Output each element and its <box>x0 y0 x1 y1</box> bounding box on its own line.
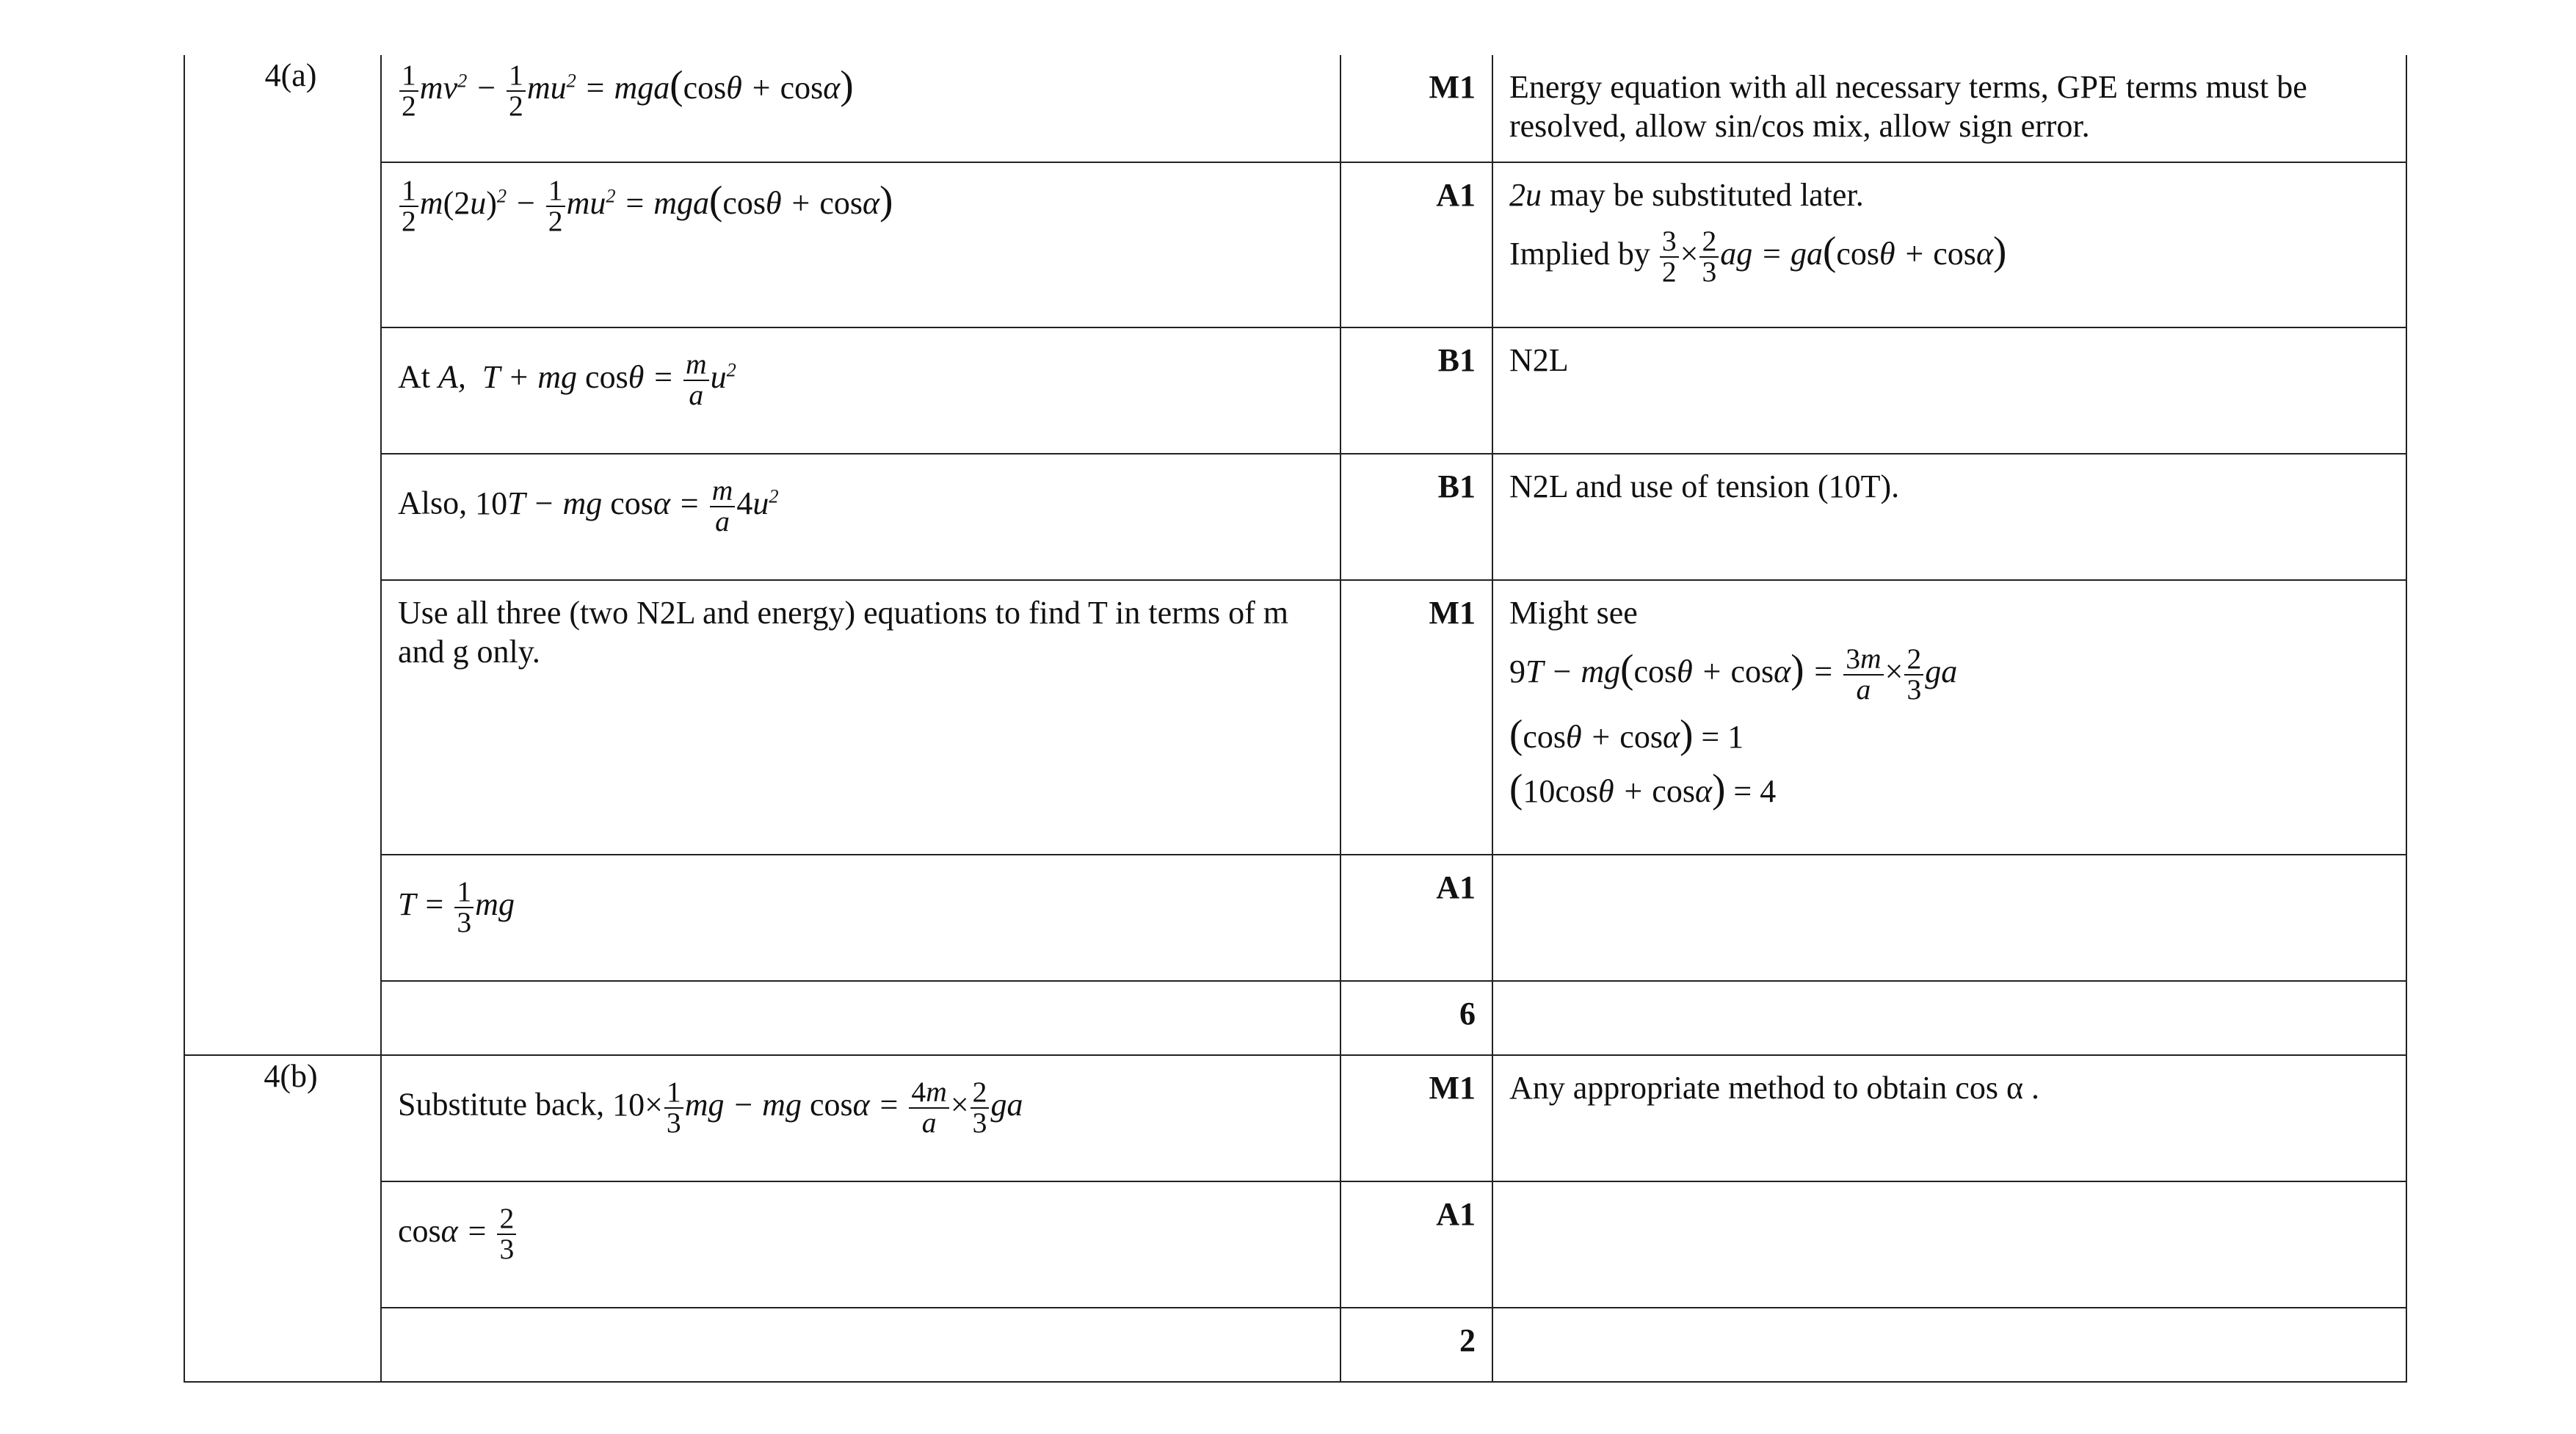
guidance-cell <box>1492 580 2406 855</box>
answer-text: Use all three (two N2L and energy) equations to find T in terms of m and g only. <box>381 580 1340 855</box>
substituted-energy-equation: $\frac{1}{2}$ $m(2u)^2$ − $\frac{1}{2}$ $mu^2 = mga(\cos\theta + \cos\alpha)$ <box>398 185 893 221</box>
answer-cell <box>381 981 1340 1055</box>
answer-cell <box>381 162 1340 327</box>
answer-cell <box>381 55 1340 162</box>
guidance-cell <box>1492 1181 2406 1308</box>
guidance-equation: (cosθ + cosα) = 1 <box>1509 711 1744 757</box>
guidance-text: N2L <box>1492 327 2406 454</box>
question-number-cell <box>184 55 381 1055</box>
table-row <box>184 1181 2406 1308</box>
question-number: 4(a) <box>264 57 317 93</box>
guidance-line: 2u may be substituted later. <box>1509 177 1864 213</box>
table-row <box>184 454 2406 580</box>
answer-cell: cosα = $\frac{2}{3}$ <box>381 1181 1340 1308</box>
table-row <box>184 327 2406 454</box>
guidance-cell <box>1492 162 2406 327</box>
guidance-text: N2L and use of tension (10T). <box>1492 454 2406 580</box>
mark-code: B1 <box>1340 454 1492 580</box>
table-row <box>184 580 2406 855</box>
mark-scheme-table <box>184 55 2407 1383</box>
energy-equation: $\frac{1}{2}$ $mv^2$ − $\frac{1}{2}$ $mu^2 = mga(\cos\theta + \cos\alpha)$ <box>398 70 854 106</box>
guidance-text: Energy equation with all necessary terms, GPE terms must be resolved, allow sin/cos mix, allow sign error. <box>1492 55 2406 162</box>
question-number: 4(b) <box>264 1058 318 1094</box>
guidance-cell <box>1492 855 2406 981</box>
mark-code: M1 <box>1340 1055 1492 1181</box>
table-row <box>184 981 2406 1055</box>
table-row <box>184 55 2406 162</box>
question-number-cell <box>184 1055 381 1382</box>
mark-code: A1 <box>1340 855 1492 981</box>
table-row <box>184 1055 2406 1181</box>
table-row <box>184 162 2406 327</box>
mark-code: M1 <box>1340 55 1492 162</box>
guidance-equation: (10cosθ + cosα) = 4 <box>1509 766 1777 811</box>
table-row <box>184 855 2406 981</box>
mark-code: A1 <box>1340 1181 1492 1308</box>
guidance-line: Might see <box>1509 595 1638 631</box>
mark-code: A1 <box>1340 162 1492 327</box>
total-marks: 2 <box>1340 1308 1492 1382</box>
guidance-cell <box>1492 1308 2406 1382</box>
total-marks: 6 <box>1340 981 1492 1055</box>
table-row <box>184 1308 2406 1382</box>
answer-cell: Substitute back, 10× $\frac{1}{3}$ mg − mg cosα = $\frac{4m}{a}$ × $\frac{2}{3}$ ga <box>381 1055 1340 1181</box>
guidance-text: Any appropriate method to obtain cos α . <box>1492 1055 2406 1181</box>
answer-cell: Also, 10T − mg cosα = $\frac{m}{a}$ $4u^2$ <box>381 454 1340 580</box>
answer-cell: T = $\frac{1}{3}$ mg <box>381 855 1340 981</box>
mark-code: B1 <box>1340 327 1492 454</box>
mark-code: M1 <box>1340 580 1492 855</box>
answer-cell <box>381 1308 1340 1382</box>
answer-cell: At A, T + mg cosθ = $\frac{m}{a}$ $u^2$ <box>381 327 1340 454</box>
guidance-equation: 9T − mg(cosθ + cosα) = $\frac{3m}{a}$ × $\frac{2}{3}$ ga <box>1509 642 1958 706</box>
guidance-line: Implied by $\frac{3}{2}$ × $\frac{2}{3}$ ag = ga(cosθ + cosα) <box>1509 225 2007 288</box>
guidance-cell <box>1492 981 2406 1055</box>
